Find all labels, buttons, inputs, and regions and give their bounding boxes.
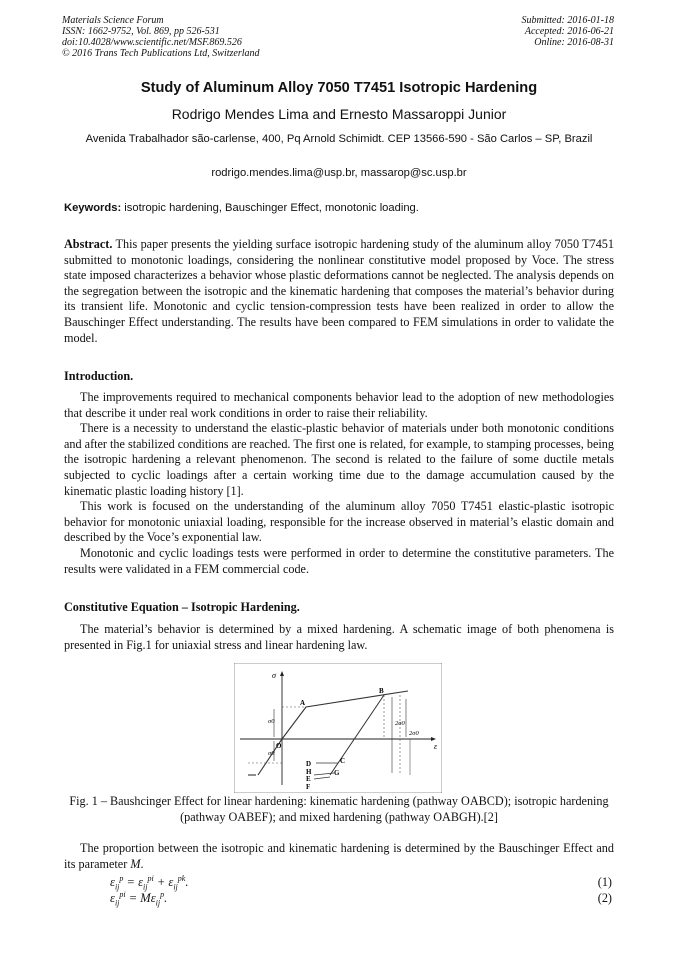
copyright-line: © 2016 Trans Tech Publications Ltd, Switzerland (62, 48, 260, 59)
keywords (64, 202, 616, 214)
intro-paragraph: Monotonic and cyclic loadings tests were performed in order to determine the constitutive parameters. The results were validated in a FEM commercial code. (64, 545, 614, 576)
constitutive-body (64, 622, 614, 653)
journal-header-left (62, 15, 260, 59)
introduction-heading: Introduction. (64, 369, 134, 383)
online-date: Online: 2016-08-31 (534, 37, 614, 48)
bauschinger-figure (234, 663, 442, 793)
equation-2: $\varepsilon_{ij}^{pi} = M\varepsilon_{ij}^p$. (110, 889, 168, 908)
authors: Rodrigo Mendes Lima and Ernesto Massaroppi Junior (171, 106, 507, 122)
proportion-paragraph (64, 841, 614, 872)
equation-1-number: (1) (597, 875, 612, 889)
point-f-label: F (306, 783, 311, 791)
keywords-text: isotropic hardening, Bauschinger Effect, monotonic loading. (121, 202, 419, 214)
epsilon-axis-label: ε (434, 742, 438, 751)
proportion-sentence: The proportion between the isotropic and kinematic hardening is determined by the Bauschinger Effect and its parameter (64, 841, 614, 871)
equation-2-number: (2) (597, 891, 612, 905)
sigma-axis-label: σ (272, 671, 276, 680)
issn-line: ISSN: 1662-9752, Vol. 869, pp 526-531 (62, 26, 220, 37)
constitutive-heading: Constitutive Equation – Isotropic Hardening. (64, 600, 300, 614)
affiliation: Avenida Trabalhador são-carlense, 400, Pq Arnold Schimidt. CEP 13566-590 - São Carlos – SP, Brazil (85, 133, 593, 145)
intro-paragraph: There is a necessity to understand the elastic-plastic behavior of materials under both monotonic conditions and after the stabilized conditions are reached. The first one is related, for example, to stamping processes, being the isotropic hardening a relevant phenomenon. The second is related to the failure of some ductile metals subjected to cyclic loadings after a certain working time due to the damage accumulation caused by the kinematic plastic loading history [1]. (64, 421, 614, 498)
point-e-label: E (306, 775, 311, 783)
doi-line: doi:10.4028/www.scientific.net/MSF.869.526 (62, 37, 242, 48)
point-b-label: B (379, 687, 384, 695)
loading-path (258, 691, 408, 775)
abstract (64, 237, 614, 346)
author-emails: rodrigo.mendes.lima@usp.br, massarop@sc.usp.br (211, 167, 467, 179)
journal-name: Materials Science Forum (62, 15, 164, 26)
parameter-m: M (130, 856, 141, 871)
point-c-label: C (340, 757, 346, 765)
point-a-label: A (300, 699, 306, 707)
proportion-text (64, 841, 614, 872)
introduction-body (64, 390, 614, 577)
intro-paragraph: The improvements required to mechanical components behavior lead to the adoption of new methodologies that describe it under real work conditions in order to raise their reliability. (64, 390, 614, 420)
figure-caption: Fig. 1 – Baushcinger Effect for linear hardening: kinematic hardening (pathway OABCD); isotropic hardening (pathway OABEF); and mixed hardening (pathway OABGH).[2] (69, 794, 609, 824)
point-h-label: H (306, 768, 312, 776)
sigma0-bottom-label: σ0 (268, 750, 275, 757)
epsilon-axis-arrow (431, 737, 436, 741)
unloading-line (330, 695, 384, 775)
two-sigma-right-label: 2σ0 (409, 730, 419, 737)
sigma-axis-arrow (280, 671, 284, 676)
two-sigma-left-label: 2σ0 (395, 720, 405, 727)
point-o-label: O (276, 742, 282, 750)
paper-title: Study of Aluminum Alloy 7050 T7451 Isotropic Hardening (140, 80, 538, 96)
path-e-line (314, 777, 330, 779)
point-d-label: D (306, 760, 312, 768)
point-g-label: G (334, 769, 340, 777)
abstract-label: Abstract. (64, 237, 113, 251)
intro-paragraph: This work is focused on the understanding of the aluminum alloy 7050 T7451 elastic-plastic isotropic behavior for monotonic uniaxial loading, responsible for the increase observed in material’s elastic domain and described by the Voce’s exponential law. (64, 499, 614, 545)
keywords-label: Keywords: (64, 202, 122, 214)
sigma0-top-label: σ0 (268, 718, 275, 725)
journal-header-right (522, 15, 615, 48)
proportion-end: . (140, 856, 144, 871)
submitted-date: Submitted: 2016-01-18 (521, 15, 614, 26)
abstract-text: This paper presents the yielding surface isotropic hardening study of the aluminum alloy 7050 T7451 submitted to monotonic loadings, considering the nonlinear constitutive model proposed by Voce. The stress state imposed characterizes a behavior whose plastic deformations cannot be neglected. The analysis depends on the segregation between the isotropic and the kinematic hardening that composes the material’s behavior during its transient life. Monotonic and cyclic tension-compression tests have been realized in order to allow the Bauschinger Effect understanding. The results have been compared to FEM simulations in order to validate the model. (64, 237, 614, 345)
constitutive-paragraph: The material’s behavior is determined by a mixed hardening. A schematic image of both phenomena is presented in Fig.1 for uniaxial stress and linear hardening law. (64, 622, 614, 652)
equation-1: $\varepsilon_{ij}^p = \varepsilon_{ij}^{pi} + \varepsilon_{ij}^{pk}$. (110, 873, 189, 892)
accepted-date: Accepted: 2016-06-21 (524, 26, 614, 37)
